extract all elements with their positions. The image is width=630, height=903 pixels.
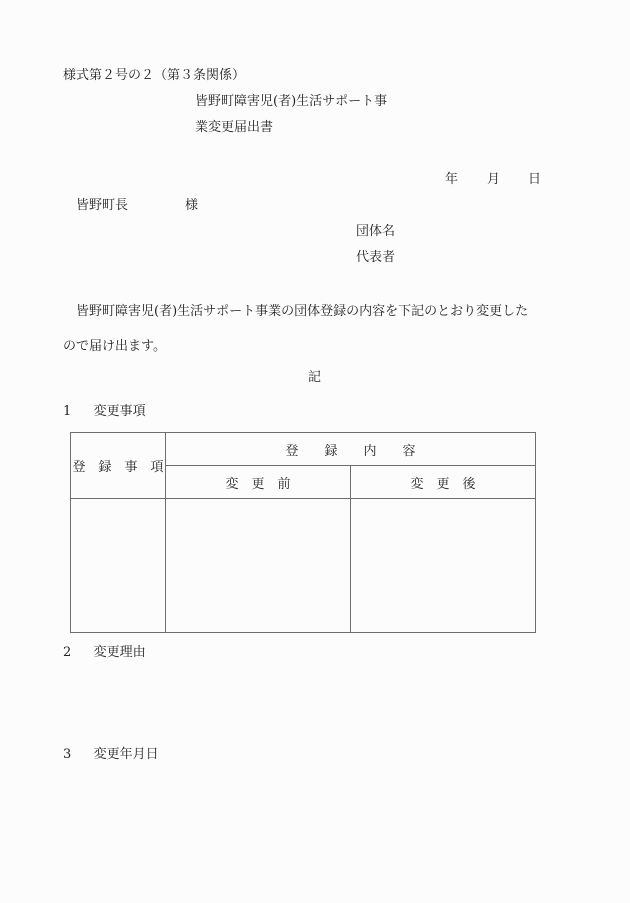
- date-day-label: 日: [528, 172, 542, 187]
- section-number: 1: [63, 404, 72, 419]
- title-line-1: 皆野町障害児(者)生活サポート事: [195, 94, 388, 109]
- section-3-heading: [63, 747, 159, 763]
- addressee-honorific: 様: [185, 198, 199, 213]
- change-items-table: [70, 432, 536, 633]
- cell-before-change[interactable]: [166, 499, 351, 633]
- section-number: 3: [63, 747, 72, 762]
- cell-registration-item[interactable]: [71, 499, 166, 633]
- body-text-line-1: 皆野町障害児(者)生活サポート事業の団体登録の内容を下記のとおり変更した: [76, 304, 529, 319]
- cell-after-change[interactable]: [351, 499, 536, 633]
- table-row: [71, 499, 536, 633]
- title-line-2: 業変更届出書: [195, 120, 274, 135]
- section-label: 変更年月日: [93, 747, 159, 762]
- header-registration-content: 登 録 内 容: [166, 433, 536, 466]
- header-registration-item: 登 録 事 項: [71, 433, 166, 499]
- header-before-change: 変 更 前: [166, 466, 351, 499]
- ki-heading: 記: [308, 370, 322, 385]
- header-after-change: 変 更 後: [351, 466, 536, 499]
- group-name-label: 団体名: [356, 224, 396, 239]
- date-year-label: 年: [445, 172, 459, 187]
- section-2-heading: [63, 645, 146, 661]
- addressee-name: 皆野町長: [76, 198, 129, 213]
- section-label: 変更事項: [93, 404, 146, 419]
- body-text-line-2: ので届け出ます。: [63, 339, 166, 354]
- section-1-heading: [63, 404, 146, 420]
- section-number: 2: [63, 645, 72, 660]
- form-number: 様式第２号の２（第３条関係）: [63, 68, 246, 83]
- section-label: 変更理由: [93, 645, 146, 660]
- date-month-label: 月: [487, 172, 501, 187]
- representative-label: 代表者: [356, 250, 396, 265]
